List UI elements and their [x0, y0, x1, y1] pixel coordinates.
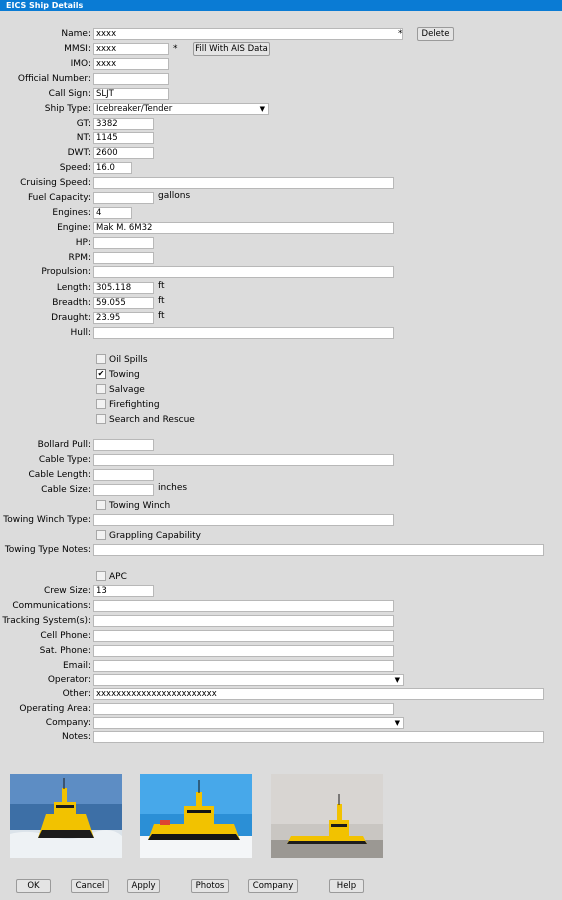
rpm-input[interactable]	[93, 252, 154, 264]
firefighting-checkbox-label: Firefighting	[109, 400, 160, 410]
hp-input[interactable]	[93, 237, 154, 249]
engine-input[interactable]	[93, 222, 394, 234]
official-number-input[interactable]	[93, 73, 169, 85]
email-input[interactable]	[93, 660, 394, 672]
dwt-value: 2600	[96, 148, 118, 158]
dropdown-arrow-icon[interactable]: ▼	[259, 105, 265, 113]
required-marker-name: *	[398, 29, 403, 39]
ship-photo-2-image	[140, 774, 252, 858]
length-input[interactable]	[93, 282, 154, 294]
nt-value: 1145	[96, 133, 118, 143]
rpm-label: RPM:	[68, 253, 91, 263]
apc-checkbox-row[interactable]	[96, 571, 127, 583]
apc-checkbox-label: APC	[109, 572, 127, 582]
speed-input[interactable]	[93, 162, 132, 174]
draught-unit: ft	[158, 311, 165, 321]
cable-size-input[interactable]	[93, 484, 154, 496]
window-title: EICS Ship Details	[0, 0, 562, 11]
mmsi-input[interactable]	[93, 43, 169, 55]
breadth-input[interactable]	[93, 297, 154, 309]
cable-length-input[interactable]	[93, 469, 154, 481]
engines-value: 4	[96, 208, 102, 218]
crew-size-label: Crew Size:	[43, 586, 91, 596]
imo-label: IMO:	[70, 59, 91, 69]
hull-input[interactable]	[93, 327, 394, 339]
operating-area-label: Operating Area:	[19, 704, 91, 714]
crew-size-value: 13	[96, 586, 107, 596]
ship-photo-2[interactable]	[140, 774, 252, 858]
ship-type-value: Icebreaker/Tender	[96, 104, 173, 114]
engines-label: Engines:	[52, 208, 91, 218]
call-sign-input[interactable]	[93, 88, 169, 100]
towing-checkbox-row[interactable]	[96, 369, 140, 381]
grappling-capability-checkbox-row[interactable]	[96, 530, 201, 542]
dropdown-arrow-icon[interactable]: ▼	[394, 676, 400, 684]
towing-type-notes-label: Towing Type Notes:	[4, 545, 91, 555]
operating-area-input[interactable]	[93, 703, 394, 715]
checkbox-icon[interactable]	[96, 571, 106, 581]
breadth-value: 59.055	[96, 298, 126, 308]
salvage-checkbox-label: Salvage	[109, 385, 145, 395]
breadth-label: Breadth:	[52, 298, 91, 308]
breadth-unit: ft	[158, 296, 165, 306]
imo-value: xxxx	[96, 59, 117, 69]
towing-winch-checkbox-row[interactable]	[96, 500, 170, 512]
cable-size-label: Cable Size:	[41, 485, 91, 495]
length-value: 305.118	[96, 283, 132, 293]
name-input[interactable]	[93, 28, 403, 40]
checkbox-icon[interactable]	[96, 399, 106, 409]
fill-with-ais-data-button[interactable]: Fill With AIS Data	[193, 42, 270, 56]
nt-label: NT:	[76, 133, 91, 143]
oil-spills-checkbox-row[interactable]	[96, 354, 148, 366]
search-and-rescue-checkbox-label: Search and Rescue	[109, 415, 195, 425]
ship-photo-1[interactable]	[10, 774, 122, 858]
company-button[interactable]: Company	[248, 879, 298, 893]
towing-checkbox-label: Towing	[109, 370, 140, 380]
fuel-capacity-input[interactable]	[93, 192, 154, 204]
imo-input[interactable]	[93, 58, 169, 70]
ship-photo-3[interactable]	[271, 774, 383, 858]
speed-label: Speed:	[59, 163, 91, 173]
sat-phone-label: Sat. Phone:	[39, 646, 91, 656]
draught-input[interactable]	[93, 312, 154, 324]
draught-label: Draught:	[51, 313, 91, 323]
other-value: xxxxxxxxxxxxxxxxxxxxxxxx	[96, 689, 217, 699]
speed-value: 16.0	[96, 163, 115, 173]
bollard-pull-label: Bollard Pull:	[37, 440, 91, 450]
official-number-label: Official Number:	[17, 74, 91, 84]
dwt-input[interactable]	[93, 147, 154, 159]
tracking-systems-label: Tracking System(s):	[2, 616, 91, 626]
gt-value: 3382	[96, 119, 118, 129]
cruising-speed-input[interactable]	[93, 177, 394, 189]
operator-label: Operator:	[47, 675, 91, 685]
bollard-pull-input[interactable]	[93, 439, 154, 451]
mmsi-label: MMSI:	[64, 44, 91, 54]
length-unit: ft	[158, 281, 165, 291]
other-input[interactable]	[93, 688, 544, 700]
nt-input[interactable]	[93, 132, 154, 144]
grappling-capability-checkbox-label: Grappling Capability	[109, 531, 201, 541]
checkbox-icon[interactable]	[96, 354, 106, 364]
search-and-rescue-checkbox-row[interactable]	[96, 414, 195, 426]
notes-input[interactable]	[93, 731, 544, 743]
ok-button[interactable]: OK	[16, 879, 51, 893]
ship-photo-3-image	[271, 774, 383, 858]
propulsion-input[interactable]	[93, 266, 394, 278]
sat-phone-input[interactable]	[93, 645, 394, 657]
checkbox-icon[interactable]	[96, 384, 106, 394]
draught-value: 23.95	[96, 313, 121, 323]
towing-type-notes-input[interactable]	[93, 544, 544, 556]
crew-size-input[interactable]	[93, 585, 154, 597]
call-sign-value: SLJT	[96, 89, 114, 99]
operator-select[interactable]	[93, 674, 404, 686]
engines-input[interactable]	[93, 207, 132, 219]
ship-type-label: Ship Type:	[44, 104, 91, 114]
checkbox-icon[interactable]	[96, 530, 106, 540]
firefighting-checkbox-row[interactable]	[96, 399, 160, 411]
communications-label: Communications:	[12, 601, 91, 611]
email-label: Email:	[62, 661, 91, 671]
hp-label: HP:	[75, 238, 91, 248]
communications-input[interactable]	[93, 600, 394, 612]
cruising-speed-label: Cruising Speed:	[20, 178, 91, 188]
ship-photo-1-image	[10, 774, 122, 858]
checkmark-icon[interactable]: ✔	[97, 368, 105, 378]
cable-length-label: Cable Length:	[28, 470, 91, 480]
name-value: xxxx	[96, 29, 117, 39]
fuel-capacity-unit: gallons	[158, 191, 191, 201]
company-select[interactable]	[93, 717, 404, 729]
dwt-label: DWT:	[67, 148, 91, 158]
other-label: Other:	[62, 689, 91, 699]
gt-input[interactable]	[93, 118, 154, 130]
apply-button[interactable]: Apply	[127, 879, 160, 893]
tracking-systems-input[interactable]	[93, 615, 394, 627]
cable-size-unit: inches	[158, 483, 188, 493]
cable-type-label: Cable Type:	[38, 455, 91, 465]
cell-phone-label: Cell Phone:	[40, 631, 91, 641]
fuel-capacity-label: Fuel Capacity:	[28, 193, 91, 203]
cable-type-input[interactable]	[93, 454, 394, 466]
towing-winch-checkbox-label: Towing Winch	[109, 501, 171, 511]
photos-button[interactable]: Photos	[191, 879, 229, 893]
engine-label: Engine:	[57, 223, 91, 233]
checkbox-icon[interactable]	[96, 500, 106, 510]
name-label: Name:	[61, 29, 91, 39]
salvage-checkbox-row[interactable]	[96, 384, 145, 396]
oil-spills-checkbox-label: Oil Spills	[109, 355, 148, 365]
cell-phone-input[interactable]	[93, 630, 394, 642]
engine-value: Mak M. 6M32	[96, 223, 153, 233]
hull-label: Hull:	[70, 328, 91, 338]
company-label: Company:	[45, 718, 91, 728]
cancel-button[interactable]: Cancel	[71, 879, 109, 893]
length-label: Length:	[56, 283, 91, 293]
mmsi-value: xxxx	[96, 44, 117, 54]
notes-label: Notes:	[61, 732, 91, 742]
ship-type-select[interactable]	[93, 103, 269, 115]
dropdown-arrow-icon[interactable]: ▼	[394, 719, 400, 727]
propulsion-label: Propulsion:	[41, 267, 91, 277]
gt-label: GT:	[76, 119, 91, 129]
towing-winch-type-label: Towing Winch Type:	[3, 515, 91, 525]
help-button[interactable]: Help	[329, 879, 364, 893]
towing-winch-type-input[interactable]	[93, 514, 394, 526]
delete-button[interactable]: Delete	[417, 27, 454, 41]
required-marker-mmsi: *	[173, 44, 178, 54]
checkbox-icon[interactable]	[96, 414, 106, 424]
call-sign-label: Call Sign:	[48, 89, 91, 99]
